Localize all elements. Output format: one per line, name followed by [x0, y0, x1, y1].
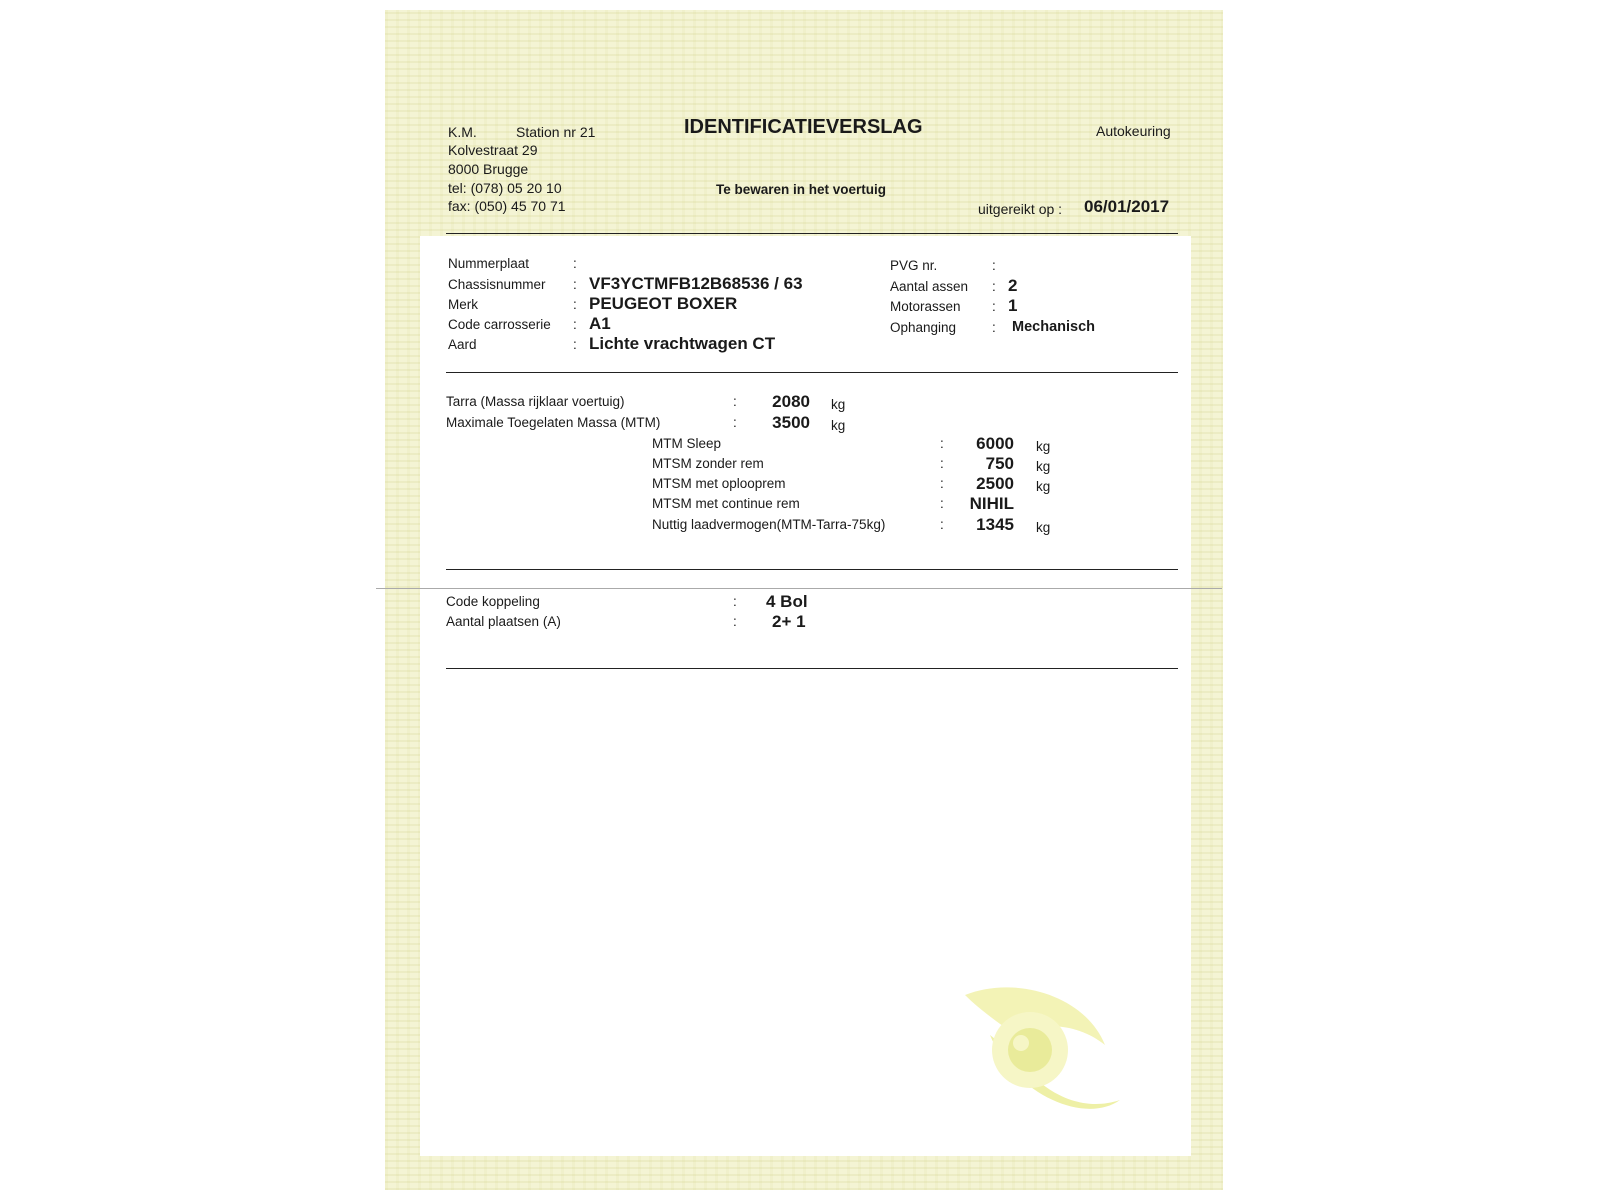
- body-code-separator: :: [573, 317, 577, 332]
- tare-label: Tarra (Massa rijklaar voertuig): [446, 394, 625, 409]
- driven-axles-label: Motorassen: [890, 299, 961, 314]
- chassis-separator: :: [573, 277, 577, 292]
- document-category: Autokeuring: [1096, 123, 1171, 139]
- continuous-brake-separator: :: [940, 496, 944, 511]
- tow-unit: kg: [1036, 439, 1051, 454]
- brand-value: PEUGEOT BOXER: [589, 294, 738, 313]
- plate-label: Nummerplaat: [448, 256, 530, 271]
- axles-separator: :: [992, 279, 996, 294]
- suspension-separator: :: [992, 320, 996, 335]
- station-tel: tel: (078) 05 20 10: [448, 180, 562, 196]
- coupling-label: Code koppeling: [446, 594, 540, 609]
- chassis-value: VF3YCTMFB12B68536 / 63: [589, 274, 803, 293]
- tare-value: 2080: [772, 392, 810, 411]
- mtm-label: Maximale Toegelaten Massa (MTM): [446, 415, 661, 430]
- document-title: IDENTIFICATIEVERSLAG: [684, 116, 923, 138]
- brand-label: Merk: [448, 297, 478, 312]
- station-code: K.M.: [448, 124, 477, 140]
- coupling-separator: :: [733, 594, 737, 609]
- paper-fold: [376, 588, 1222, 589]
- chassis-label: Chassisnummer: [448, 277, 546, 292]
- vehicle-type-label: Aard: [448, 337, 477, 352]
- axles-value: 2: [1008, 276, 1018, 295]
- brand-separator: :: [573, 297, 577, 312]
- coupling-divider: [446, 668, 1178, 669]
- header-divider: [446, 233, 1178, 234]
- overrun-separator: :: [940, 476, 944, 491]
- station-street: Kolvestraat 29: [448, 142, 538, 158]
- suspension-label: Ophanging: [890, 320, 957, 335]
- seats-label: Aantal plaatsen (A): [446, 614, 561, 629]
- plate-separator: :: [573, 256, 577, 271]
- mtm-unit: kg: [831, 418, 846, 433]
- continuous-brake-label: MTSM met continue rem: [652, 496, 800, 511]
- eye-emblem-icon: [955, 975, 1125, 1125]
- mtm-value: 3500: [772, 413, 810, 432]
- nobrake-label: MTSM zonder rem: [652, 456, 764, 471]
- continuous-brake-value: NIHIL: [969, 494, 1014, 513]
- tare-unit: kg: [831, 397, 846, 412]
- tow-separator: :: [940, 436, 944, 451]
- vehicle-type-separator: :: [573, 337, 577, 352]
- mtm-separator: :: [733, 415, 737, 430]
- station-number: Station nr 21: [516, 124, 596, 140]
- station-fax: fax: (050) 45 70 71: [448, 198, 566, 214]
- body-code-value: A1: [589, 314, 611, 333]
- payload-label: Nuttig laadvermogen(MTM-Tarra-75kg): [652, 517, 886, 532]
- overrun-label: MTSM met oplooprem: [652, 476, 786, 491]
- tow-value: 6000: [976, 434, 1014, 453]
- issued-date: 06/01/2017: [1084, 197, 1170, 216]
- suspension-value: Mechanisch: [1012, 319, 1095, 335]
- mass-divider: [446, 569, 1178, 570]
- tow-label: MTM Sleep: [652, 436, 722, 451]
- driven-axles-value: 1: [1008, 296, 1018, 315]
- overrun-unit: kg: [1036, 479, 1051, 494]
- pvg-separator: :: [992, 258, 996, 273]
- vehicle-type-value: Lichte vrachtwagen CT: [589, 334, 776, 353]
- pvg-label: PVG nr.: [890, 258, 938, 273]
- seats-separator: :: [733, 614, 737, 629]
- axles-label: Aantal assen: [890, 279, 969, 294]
- coupling-value: 4 Bol: [766, 592, 808, 611]
- seats-value: 2+ 1: [772, 612, 806, 631]
- station-city: 8000 Brugge: [448, 161, 529, 177]
- nobrake-value: 750: [985, 454, 1014, 473]
- payload-value: 1345: [976, 515, 1014, 534]
- nobrake-separator: :: [940, 456, 944, 471]
- keep-notice: Te bewaren in het voertuig: [716, 182, 887, 197]
- issued-label: uitgereikt op :: [978, 201, 1063, 217]
- overrun-value: 2500: [976, 474, 1014, 493]
- body-code-label: Code carrosserie: [448, 317, 551, 332]
- nobrake-unit: kg: [1036, 459, 1051, 474]
- payload-unit: kg: [1036, 520, 1051, 535]
- tare-separator: :: [733, 394, 737, 409]
- vehicle-divider: [446, 372, 1178, 373]
- payload-separator: :: [940, 517, 944, 532]
- driven-axles-separator: :: [992, 299, 996, 314]
